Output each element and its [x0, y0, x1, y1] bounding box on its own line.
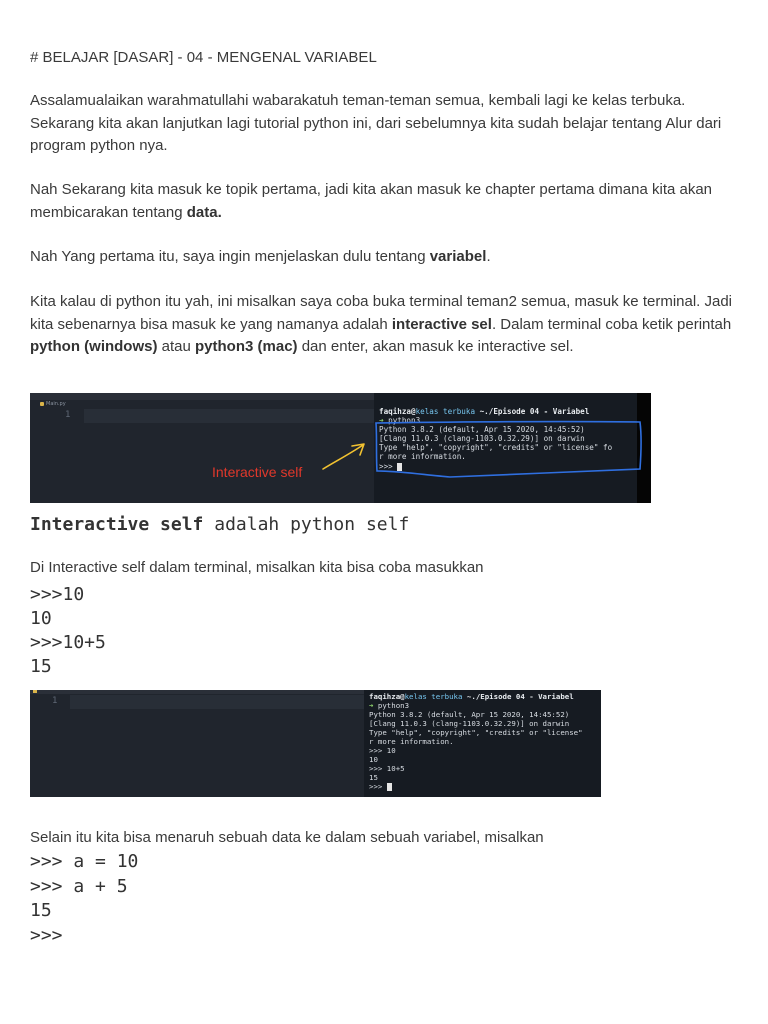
terminal-command-line — [369, 701, 409, 710]
variabel-paragraph-text: Nah Yang pertama itu, saya ingin menjelaskan dulu tentang — [30, 248, 430, 265]
terminal-user: faqihza — [369, 692, 401, 701]
terminal-user: faqihza — [379, 407, 412, 416]
terminal-output-line: r more information. — [369, 737, 454, 746]
terminal-path: ~./Episode 04 - Variabel — [475, 407, 590, 416]
terminal-paragraph-text-1: Kita kalau di python itu yah, ini misalkan saya coba buka terminal teman2 semua, masuk ke terminal. Jadi kita sebenarnya bisa masuk ke yang namanya adalah — [30, 293, 733, 333]
code-line: 10 — [30, 608, 52, 629]
shell-output-screenshot — [30, 690, 601, 797]
code-line: >>>10+5 — [30, 632, 106, 653]
data-paragraph-bold: data. — [186, 203, 222, 221]
annotation-arrow-icon — [323, 444, 364, 469]
terminal-output-line: Type "help", "copyright", "credits" or "license" fo — [379, 443, 613, 452]
terminal-output-line: [Clang 11.0.3 (clang-1103.0.32.29)] on darwin — [369, 719, 570, 728]
subtitle-bold: Interactive self — [30, 514, 204, 535]
terminal-output-line: Python 3.8.2 (default, Apr 15 2020, 14:45:52) — [369, 710, 570, 719]
terminal-paragraph-text-4: dan enter, akan masuk ke interactive sel. — [297, 338, 574, 355]
terminal-paragraph-bold-2: python (windows) — [30, 338, 158, 355]
terminal-output-line: 15 — [369, 773, 378, 782]
line-number: 1 — [52, 696, 58, 706]
terminal-output-line: Python 3.8.2 (default, Apr 15 2020, 14:45:52) — [379, 425, 585, 434]
data-paragraph — [30, 179, 736, 224]
terminal-output-line: Type "help", "copyright", "credits" or "license" — [369, 728, 583, 737]
current-line-highlight — [70, 695, 364, 709]
editor-topbar — [30, 690, 364, 694]
prompt-arrow-icon: ➜ — [379, 416, 384, 425]
code-line: 15 — [30, 656, 52, 677]
line-number: 1 — [65, 410, 71, 420]
terminal-at: @ — [400, 692, 405, 701]
terminal-title-line — [369, 692, 574, 701]
code-line: >>> a = 10 — [30, 851, 139, 872]
subtitle-rest: adalah python self — [203, 514, 410, 535]
terminal-output-line: >>> 10+5 — [369, 764, 405, 773]
terminal-host: kelas terbuka — [404, 692, 463, 701]
prompt-arrow-icon: ➜ — [369, 701, 374, 710]
editor-pane — [30, 690, 364, 797]
terminal-path: ~./Episode 04 - Variabel — [462, 692, 574, 701]
terminal-host: kelas terbuka — [415, 407, 476, 416]
variabel-paragraph — [30, 246, 736, 269]
code-line: >>> — [30, 925, 63, 946]
terminal-prompt: >>> — [369, 782, 387, 791]
terminal-paragraph-bold-1: interactive sel — [391, 315, 492, 333]
terminal-output-line: [Clang 11.0.3 (clang-1103.0.32.29)] on darwin — [379, 434, 585, 443]
terminal-prompt-line — [369, 782, 392, 791]
variable-paragraph: Selain itu kita bisa menaruh sebuah data ke dalam sebuah variabel, misalkan — [30, 829, 544, 846]
annotation-box-icon — [376, 422, 641, 477]
annotation-label: Interactive self — [212, 464, 303, 480]
terminal-output-line: >>> 10 — [369, 746, 396, 755]
variabel-paragraph-bold: variabel — [429, 248, 487, 265]
file-tab-name: Main.py — [46, 401, 66, 407]
terminal-command: python3 — [383, 416, 421, 425]
terminal-prompt: >>> — [379, 462, 398, 471]
terminal-paragraph-bold-3: python3 (mac) — [195, 338, 298, 355]
terminal-paragraph — [30, 291, 736, 359]
cursor-icon — [387, 783, 392, 791]
terminal-pane — [364, 690, 601, 797]
code-line: >>>10 — [30, 584, 85, 605]
example-paragraph: Di Interactive self dalam terminal, misalkan kita bisa coba masukkan — [30, 559, 484, 576]
annotation-overlay — [30, 393, 651, 503]
code-line: >>> a + 5 — [30, 876, 128, 897]
article-heading: # BELAJAR [DASAR] - 04 - MENGENAL VARIABEL — [30, 49, 377, 66]
terminal-command: python3 — [373, 701, 410, 710]
intro-paragraph: Assalamualaikan warahmatullahi wabarakatuh teman-teman semua, kembali lagi ke kelas terbuka. Sekarang kita akan lanjutkan lagi tutorial python ini, dari sebelumnya kita sudah belajar tentang Alur dari program python nya. — [30, 92, 722, 154]
terminal-output-line: 10 — [369, 755, 378, 764]
variabel-paragraph-end: . — [486, 248, 491, 265]
code-line: 15 — [30, 900, 52, 921]
terminal-output-line: r more information. — [379, 452, 466, 461]
interactive-shell-screenshot — [30, 393, 651, 503]
terminal-paragraph-text-3: atau — [157, 338, 196, 355]
terminal-paragraph-text-2: . Dalam terminal coba ketik perintah — [491, 315, 732, 333]
subtitle-line — [30, 513, 409, 537]
data-paragraph-text: Nah Sekarang kita masuk ke topik pertama, jadi kita akan masuk ke chapter pertama dimana kita akan membicarakan tentang — [30, 181, 713, 221]
file-icon — [33, 690, 37, 693]
terminal-at: @ — [411, 407, 416, 416]
